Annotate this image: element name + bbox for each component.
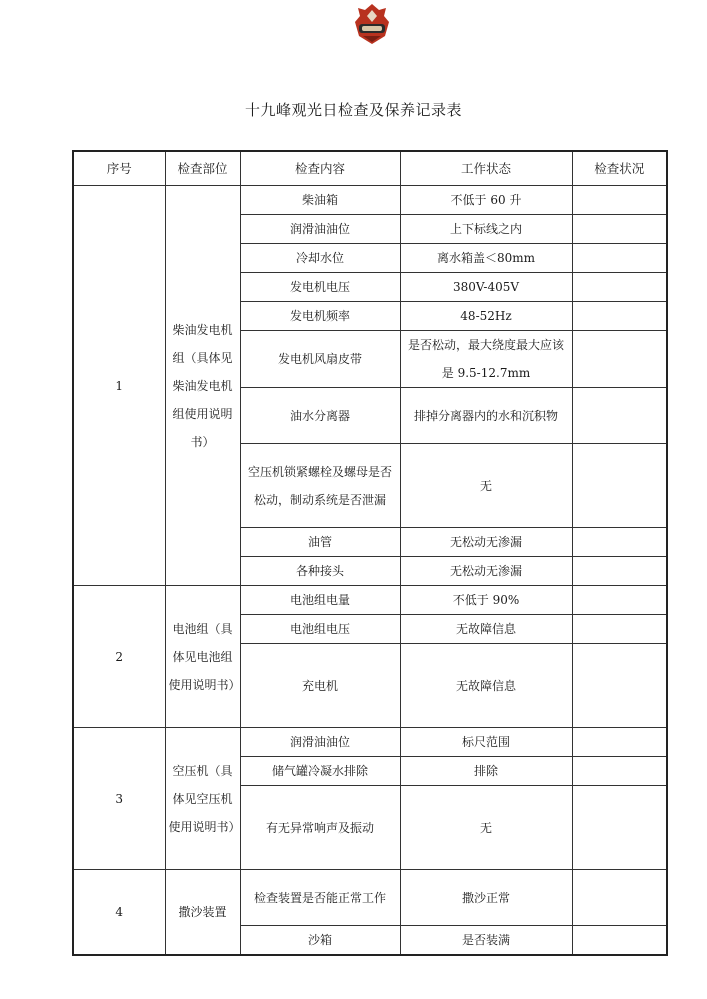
header-check: 检查状况: [572, 151, 667, 186]
check-content: 冷却水位: [240, 244, 400, 273]
check-content: 发电机风扇皮带: [240, 331, 400, 388]
check-content: 润滑油油位: [240, 728, 400, 757]
group-number: 4: [73, 870, 165, 956]
check-result[interactable]: [572, 644, 667, 728]
check-result[interactable]: [572, 444, 667, 528]
check-content: 储气罐冷凝水排除: [240, 757, 400, 786]
work-status: 380V-405V: [400, 273, 572, 302]
group-number: 2: [73, 586, 165, 728]
work-status: 无故障信息: [400, 644, 572, 728]
table-header-row: [73, 151, 667, 186]
check-result[interactable]: [572, 615, 667, 644]
work-status: 是否装满: [400, 926, 572, 956]
work-status: 排除: [400, 757, 572, 786]
header-no: 序号: [73, 151, 165, 186]
work-status: 排掉分离器内的水和沉积物: [400, 388, 572, 444]
check-content: 润滑油油位: [240, 215, 400, 244]
check-content: 检查装置是否能正常工作: [240, 870, 400, 926]
table-row: [73, 586, 667, 615]
check-result[interactable]: [572, 870, 667, 926]
work-status: 无松动无渗漏: [400, 557, 572, 586]
work-status: 不低于 90%: [400, 586, 572, 615]
work-status: 无松动无渗漏: [400, 528, 572, 557]
check-content: 各种接头: [240, 557, 400, 586]
work-status: 不低于 60 升: [400, 186, 572, 215]
check-content: 有无异常响声及振动: [240, 786, 400, 870]
check-result[interactable]: [572, 757, 667, 786]
check-content: 充电机: [240, 644, 400, 728]
check-content: 空压机锁紧螺栓及螺母是否松动，制动系统是否泄漏: [240, 444, 400, 528]
check-result[interactable]: [572, 273, 667, 302]
work-status: 是否松动，最大绕度最大应该是 9.5-12.7mm: [400, 331, 572, 388]
work-status: 标尺范围: [400, 728, 572, 757]
check-result[interactable]: [572, 215, 667, 244]
inspection-part: 撒沙装置: [165, 870, 240, 956]
check-result[interactable]: [572, 302, 667, 331]
check-result[interactable]: [572, 186, 667, 215]
work-status: 无故障信息: [400, 615, 572, 644]
check-result[interactable]: [572, 331, 667, 388]
table-row: [73, 728, 667, 757]
check-result[interactable]: [572, 528, 667, 557]
check-result[interactable]: [572, 388, 667, 444]
header-part: 检查部位: [165, 151, 240, 186]
inspection-part: 柴油发电机组（具体见柴油发电机组使用说明书）: [165, 186, 240, 586]
check-content: 油水分离器: [240, 388, 400, 444]
header-status: 工作状态: [400, 151, 572, 186]
check-content: 发电机电压: [240, 273, 400, 302]
check-result[interactable]: [572, 728, 667, 757]
group-number: 3: [73, 728, 165, 870]
check-result[interactable]: [572, 926, 667, 956]
check-content: 沙箱: [240, 926, 400, 956]
work-status: 无: [400, 786, 572, 870]
group-number: 1: [73, 186, 165, 586]
check-result[interactable]: [572, 786, 667, 870]
check-result[interactable]: [572, 557, 667, 586]
check-result[interactable]: [572, 586, 667, 615]
company-logo: [353, 2, 391, 46]
inspection-part: 空压机（具体见空压机使用说明书）: [165, 728, 240, 870]
inspection-part: 电池组（具体见电池组使用说明书）: [165, 586, 240, 728]
work-status: 48-52Hz: [400, 302, 572, 331]
work-status: 上下标线之内: [400, 215, 572, 244]
work-status: 无: [400, 444, 572, 528]
table-row: [73, 186, 667, 215]
page-title: 十九峰观光日检查及保养记录表: [244, 101, 462, 119]
check-content: 油管: [240, 528, 400, 557]
work-status: 撒沙正常: [400, 870, 572, 926]
work-status: 离水箱盖＜80mm: [400, 244, 572, 273]
check-result[interactable]: [572, 244, 667, 273]
check-content: 电池组电量: [240, 586, 400, 615]
header-content: 检查内容: [240, 151, 400, 186]
inspection-table: [72, 150, 668, 956]
check-content: 发电机频率: [240, 302, 400, 331]
check-content: 电池组电压: [240, 615, 400, 644]
table-row: [73, 870, 667, 926]
check-content: 柴油箱: [240, 186, 400, 215]
